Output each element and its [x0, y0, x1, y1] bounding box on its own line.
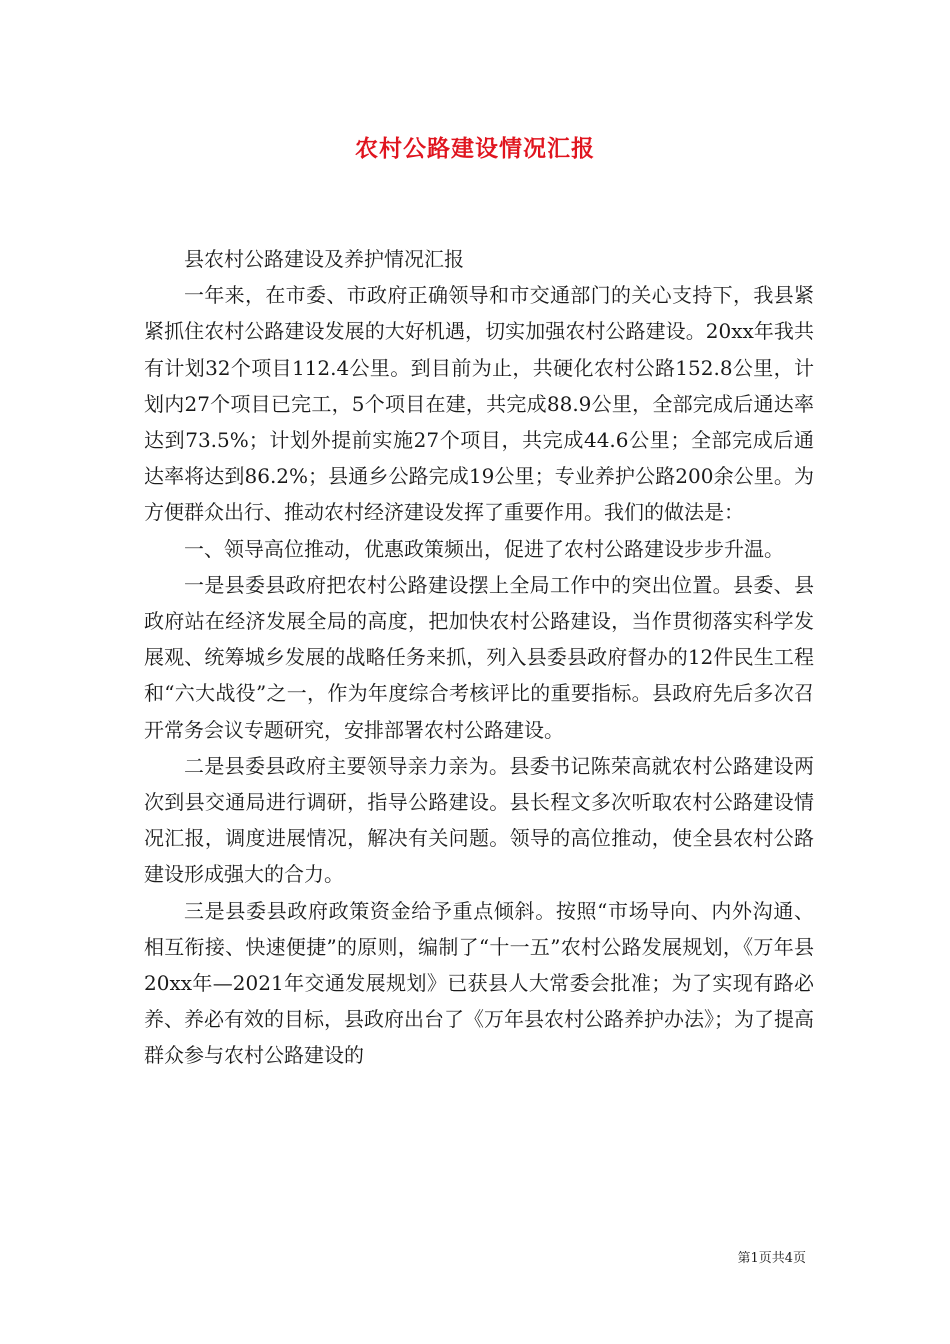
paragraph: 一年来，在市委、市政府正确领导和市交通部门的关心支持下，我县紧紧抓住农村公路建设发展的大好机遇，切实加强农村公路建设。20xx年我共有计划32个项目112.4公里。到目前为止，共硬化农村公路152.8公里，计划内27个项目已完工，5个项目在建，共完成88.9公里，全部完成后通达率达到73.5%；计划外提前实施27个项目，共完成44.6公里；全部完成后通达率将达到86.2%；县通乡公路完成19公里；专业养护公路200余公里。为方便群众出行、推动农村经济建设发挥了重要作用。我们的做法是：: [144, 283, 814, 525]
document-title: 农村公路建设情况汇报: [355, 135, 595, 162]
paragraph: 二是县委县政府主要领导亲力亲为。县委书记陈荣高就农村公路建设两次到县交通局进行调研，指导公路建设。县长程文多次听取农村公路建设情况汇报，调度进展情况，解决有关问题。领导的高位推动，使全县农村公路建设形成强大的合力。: [144, 753, 814, 887]
paragraph: 一是县委县政府把农村公路建设摆上全局工作中的突出位置。县委、县政府站在经济发展全局的高度，把加快农村公路建设，当作贯彻落实科学发展观、统筹城乡发展的战略任务来抓，列入县委县政府督办的12件民生工程和“六大战役”之一，作为年度综合考核评比的重要指标。县政府先后多次召开常务会议专题研究，安排部署农村公路建设。: [144, 572, 814, 742]
paragraph: 三是县委县政府政策资金给予重点倾斜。按照“市场导向、内外沟通、相互衔接、快速便捷”的原则，编制了“十一五”农村公路发展规划，《万年县20xx年—2021年交通发展规划》已获县人大常委会批准；为了实现有路必养、养必有效的目标，县政府出台了《万年县农村公路养护办法》；为了提高群众参与农村公路建设的: [144, 898, 814, 1068]
document-subtitle: 县农村公路建设及养护情况汇报: [184, 247, 464, 271]
page-number: 第1页共4页: [737, 1251, 806, 1266]
paragraph: 一、领导高位推动，优惠政策频出，促进了农村公路建设步步升温。: [184, 536, 784, 561]
document-body: [144, 241, 814, 1074]
